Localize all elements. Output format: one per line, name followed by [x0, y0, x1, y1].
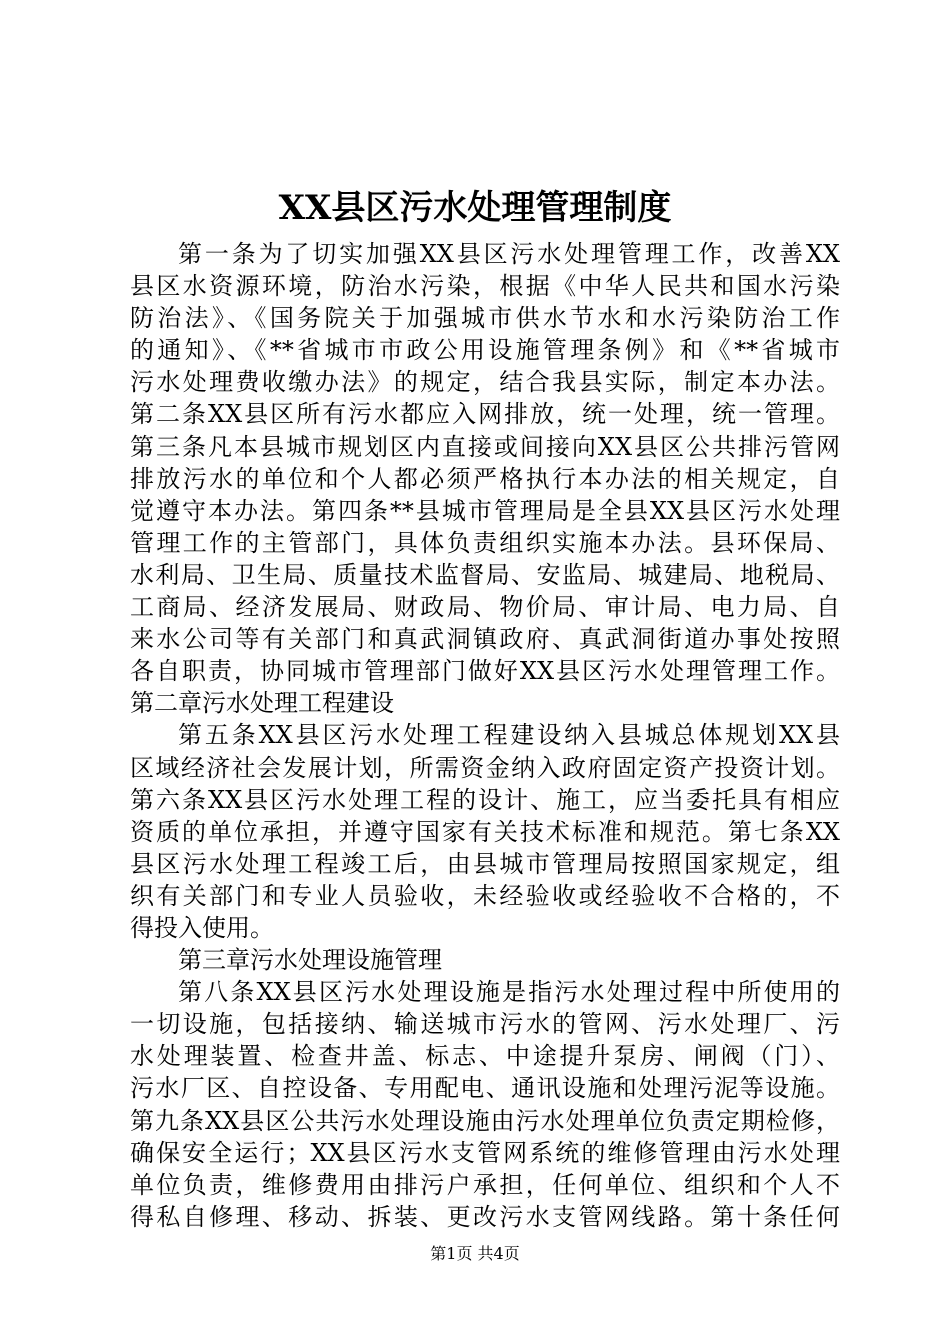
body-text-line: 第八条XX县区污水处理设施是指污水处理过程中所使用的: [178, 978, 840, 1007]
body-text-line: 管理工作的主管部门，具体负责组织实施本办法。县环保局、: [130, 528, 840, 557]
body-text-line: 得投入使用。: [130, 913, 274, 942]
body-text-line: 污水厂区、自控设备、专用配电、通讯设施和处理污泥等设施。: [130, 1074, 840, 1103]
body-text-line: 的通知》、《**省城市市政公用设施管理条例》和《**省城市: [130, 336, 840, 365]
body-text-line: 县区水资源环境，防治水污染，根据《中华人民共和国水污染: [130, 272, 840, 301]
body-text-line: 第一条为了切实加强XX县区污水处理管理工作，改善XX: [178, 240, 840, 268]
body-text-line: 来水公司等有关部门和真武洞镇政府、真武洞街道办事处按照: [130, 625, 840, 654]
page-footer: 第1页 共4页: [430, 1244, 520, 1263]
body-text-line: 防治法》、《国务院关于加强城市供水节水和水污染防治工作: [130, 304, 840, 333]
body-text-line: 排放污水的单位和个人都必须严格执行本办法的相关规定，自: [130, 464, 840, 493]
body-text-line: 县区污水处理工程竣工后，由县城市管理局按照国家规定，组: [130, 849, 840, 878]
body-text-line: 第二条XX县区所有污水都应入网排放，统一处理，统一管理。: [130, 400, 840, 429]
body-text-line: 觉遵守本办法。第四条**县城市管理局是全县XX县区污水处理: [130, 496, 840, 525]
body-text-line: 区域经济社会发展计划，所需资金纳入政府固定资产投资计划。: [130, 753, 840, 782]
body-text-line: 第三条凡本县城市规划区内直接或间接向XX县区公共排污管网: [130, 432, 840, 461]
body-text-line: 各自职责，协同城市管理部门做好XX县区污水处理管理工作。: [130, 657, 840, 686]
body-text-line: 第三章污水处理设施管理: [178, 946, 442, 975]
body-text-line: 工商局、经济发展局、财政局、物价局、审计局、电力局、自: [130, 593, 840, 622]
body-text-line: 单位负责，维修费用由排污户承担，任何单位、组织和个人不: [130, 1170, 840, 1199]
document-body: [130, 238, 840, 1233]
body-text-line: 资质的单位承担，并遵守国家有关技术标准和规范。第七条XX: [130, 817, 840, 846]
body-text-line: 第五条XX县区污水处理工程建设纳入县城总体规划XX县: [178, 721, 840, 750]
body-text-line: 第六条XX县区污水处理工程的设计、施工，应当委托具有相应: [130, 785, 840, 814]
body-text-line: 水利局、卫生局、质量技术监督局、安监局、城建局、地税局、: [130, 560, 840, 589]
body-text-line: 织有关部门和专业人员验收，未经验收或经验收不合格的，不: [130, 881, 840, 910]
body-text-line: 确保安全运行；XX县区污水支管网系统的维修管理由污水处理: [130, 1138, 840, 1167]
body-text-line: 水处理装置、检查井盖、标志、中途提升泵房、闸阀（门）、: [130, 1042, 840, 1071]
body-text-line: 一切设施，包括接纳、输送城市污水的管网、污水处理厂、污: [130, 1010, 840, 1039]
body-text-line: 污水处理费收缴办法》的规定，结合我县实际，制定本办法。: [130, 368, 840, 397]
body-text-line: 第二章污水处理工程建设: [130, 689, 394, 718]
body-text-line: 得私自修理、移动、拆装、更改污水支管网线路。第十条任何: [130, 1202, 840, 1231]
document-title: XX县区污水处理管理制度: [278, 188, 672, 228]
body-text-line: 第九条XX县区公共污水处理设施由污水处理单位负责定期检修，: [130, 1106, 840, 1135]
